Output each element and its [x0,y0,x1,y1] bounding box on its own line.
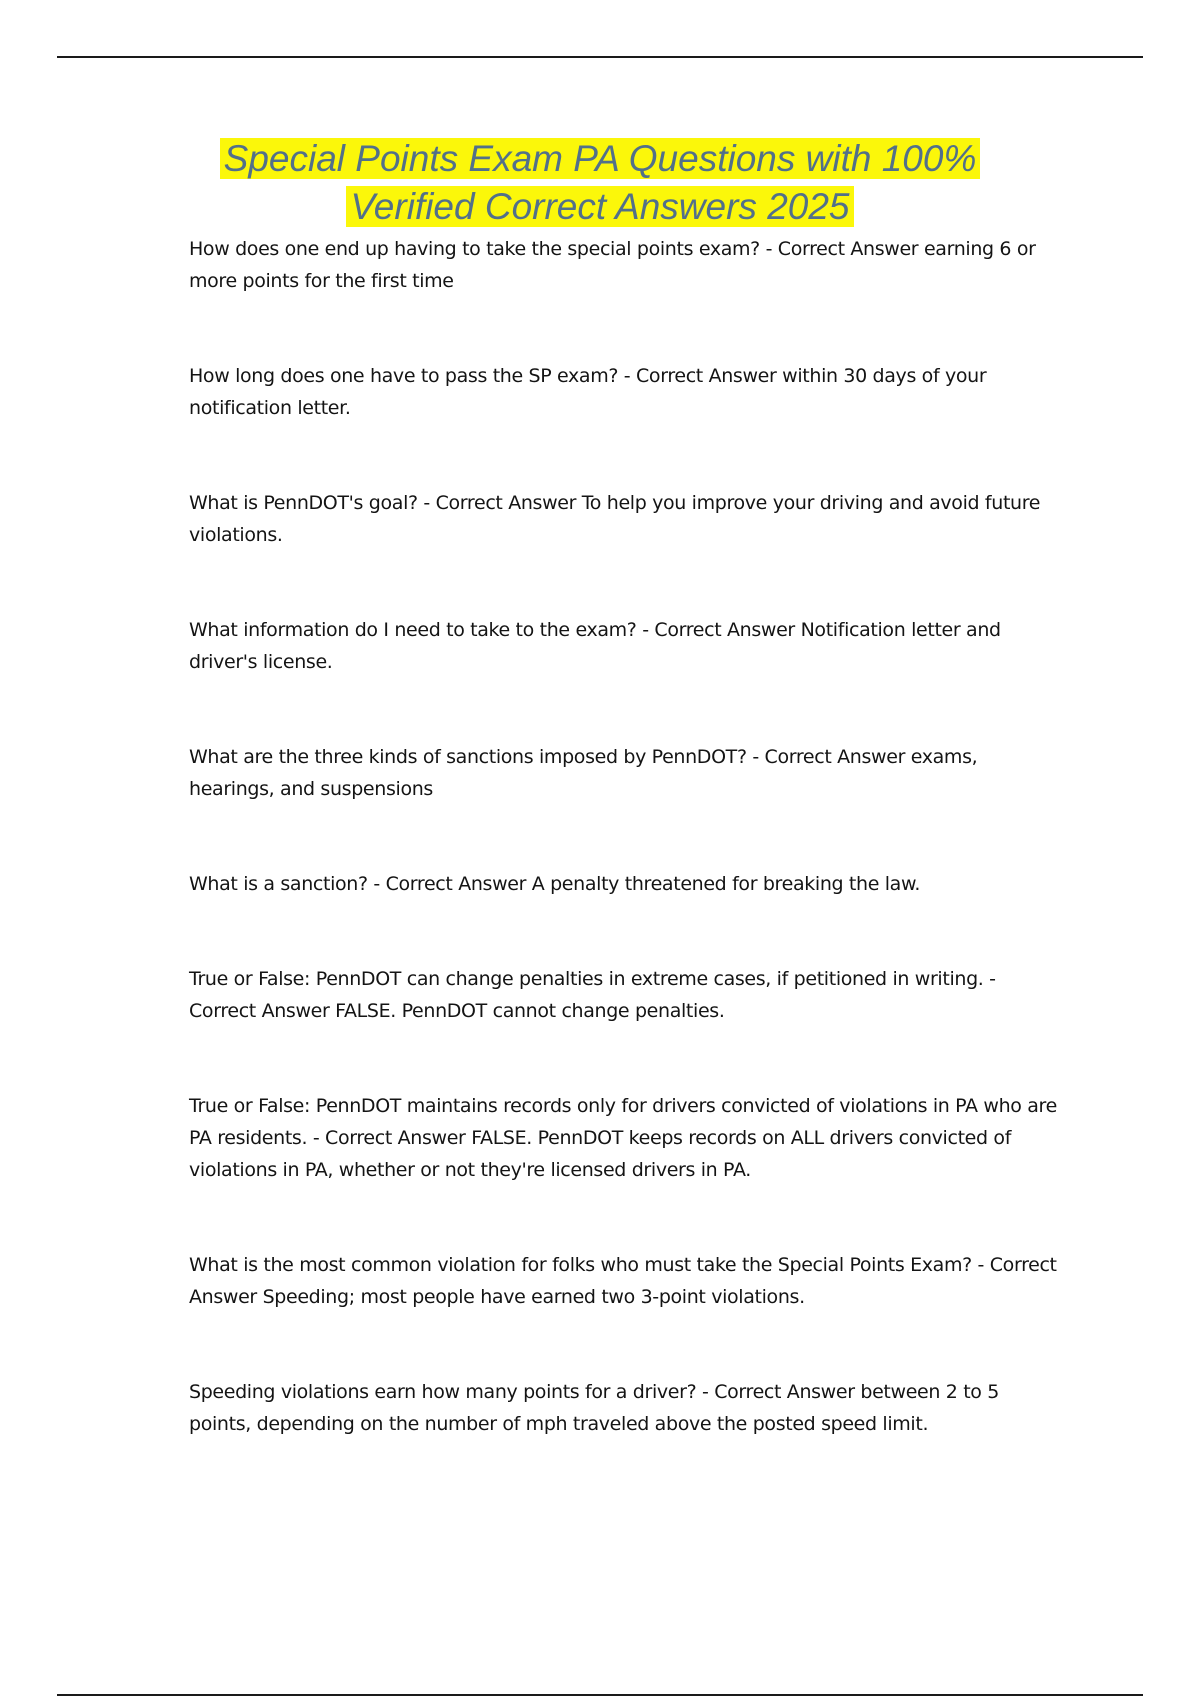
qa-item: Speeding violations earn how many points for a driver? - Correct Answer between 2 to 5 points, depending on the number of mph traveled above the posted speed limit. [189,1381,999,1435]
title-line-2: Verified Correct Answers 2025 [346,186,853,227]
qa-item: What is the most common violation for folks who must take the Special Points Exam? - Correct Answer Speeding; most people have earned two 3-point violations. [189,1254,1057,1308]
qa-item: What is PennDOT's goal? - Correct Answer To help you improve your driving and avoid future violations. [189,492,1041,546]
qa-item: True or False: PennDOT maintains records only for drivers convicted of violations in PA who are PA residents. - Correct Answer FALSE. PennDOT keeps records on ALL drivers convicted of violations in PA, whether or not they're licensed drivers in PA. [189,1095,1057,1181]
document-title [150,135,1050,231]
qa-item: What is a sanction? - Correct Answer A penalty threatened for breaking the law. [189,873,921,895]
qa-item: How long does one have to pass the SP exam? - Correct Answer within 30 days of your notification letter. [189,365,987,419]
page-title [150,135,1050,231]
qa-item: True or False: PennDOT can change penalties in extreme cases, if petitioned in writing. - Correct Answer FALSE. PennDOT cannot change penalties. [189,968,996,1022]
qa-item: What are the three kinds of sanctions imposed by PennDOT? - Correct Answer exams, hearings, and suspensions [189,746,978,800]
qa-item: How does one end up having to take the special points exam? - Correct Answer earning 6 or more points for the first time [189,238,1036,292]
title-line-1: Special Points Exam PA Questions with 100% [220,138,981,179]
qa-item: What information do I need to take to the exam? - Correct Answer Notification letter and driver's license. [189,619,1001,673]
bottom-divider [57,1694,1143,1696]
qa-list [189,233,1059,1440]
top-divider [57,56,1143,58]
